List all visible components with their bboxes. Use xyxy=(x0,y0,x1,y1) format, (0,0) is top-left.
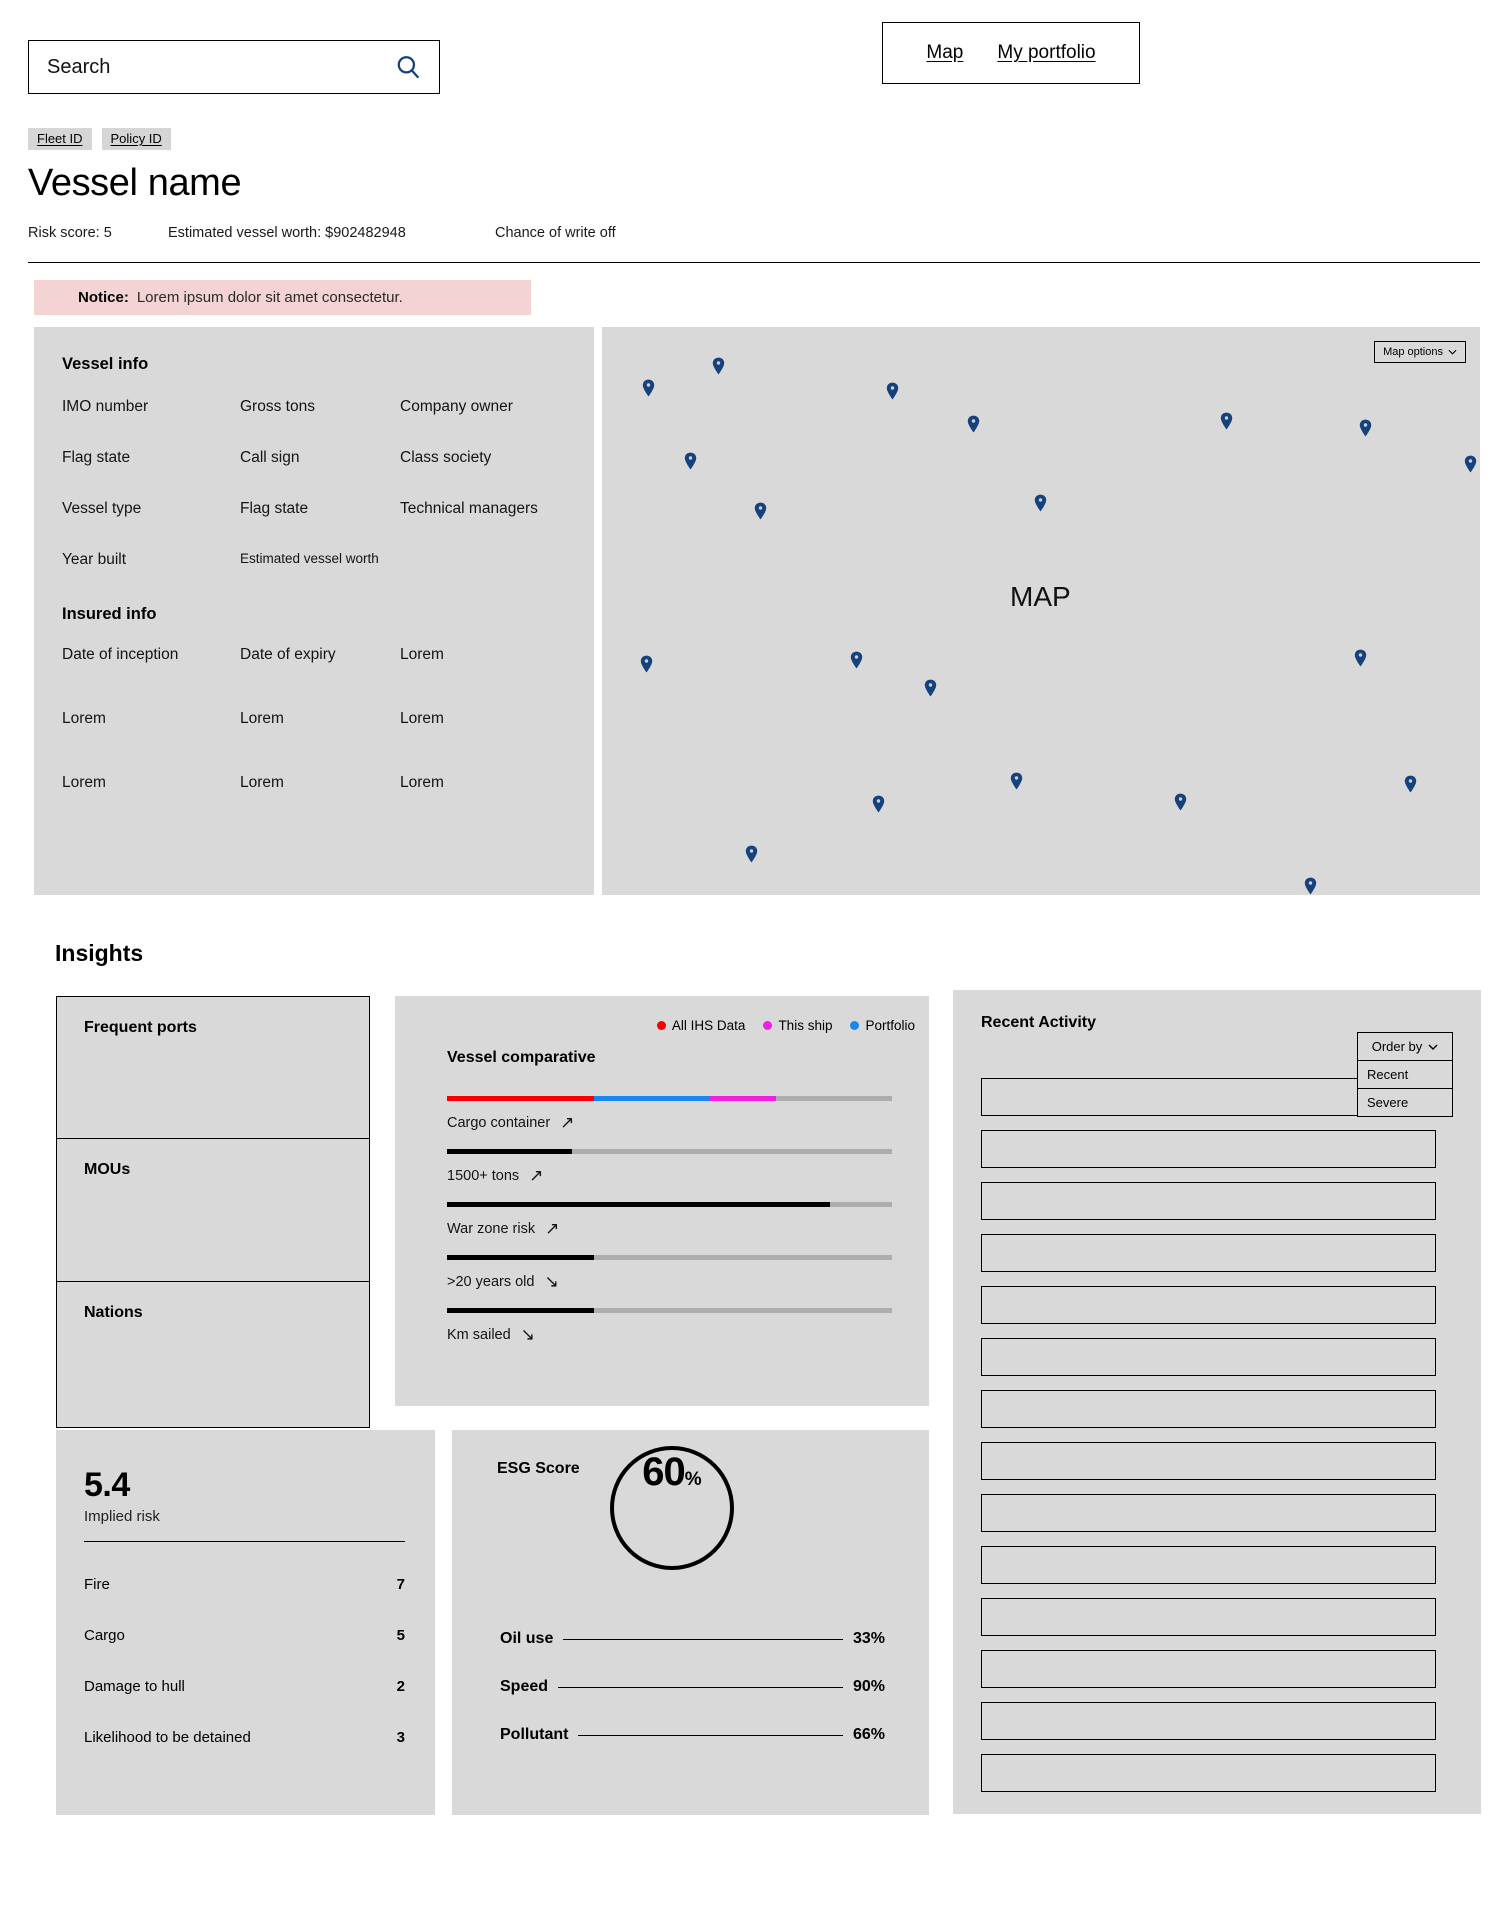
esg-metric-label: Oil use xyxy=(500,1630,554,1647)
field-class-society: Class society xyxy=(400,449,492,466)
legend-label: All IHS Data xyxy=(671,1018,746,1033)
bar-label-text: War zone risk xyxy=(447,1220,536,1237)
bar-track xyxy=(447,1096,892,1101)
risk-item-value: 3 xyxy=(396,1729,405,1746)
map-pin-icon[interactable] xyxy=(712,357,725,375)
chance-write-off-text: Chance of write off xyxy=(495,225,616,241)
esg-metric-oil-use xyxy=(500,1630,885,1648)
search-input[interactable] xyxy=(47,56,395,79)
activity-row[interactable] xyxy=(981,1598,1436,1636)
map-options-button[interactable] xyxy=(1374,341,1466,363)
bar-fill xyxy=(447,1308,594,1313)
map-pin-icon[interactable] xyxy=(745,845,758,863)
legend-label: This ship xyxy=(778,1018,833,1033)
map-pin-icon[interactable] xyxy=(967,415,980,433)
activity-row-list xyxy=(981,1078,1436,1806)
header-divider xyxy=(28,262,1480,263)
trend-down-icon: ↘ xyxy=(544,1272,559,1291)
map-pin-icon[interactable] xyxy=(1359,419,1372,437)
risk-item-label: Fire xyxy=(84,1576,110,1593)
field-estimated-vessel-worth: Estimated vessel worth xyxy=(240,551,379,566)
legend-dot-icon xyxy=(657,1021,666,1030)
top-navigation xyxy=(882,22,1140,84)
map-pin-icon[interactable] xyxy=(850,651,863,669)
legend-item xyxy=(763,1018,832,1033)
map-pin-icon[interactable] xyxy=(1174,793,1187,811)
esg-metric-pollutant xyxy=(500,1726,885,1744)
map-pin-icon[interactable] xyxy=(1464,455,1477,473)
risk-item-value: 5 xyxy=(396,1627,405,1644)
trend-up-icon: ↗ xyxy=(545,1219,560,1238)
order-by-option-severe[interactable]: Severe xyxy=(1357,1089,1453,1117)
field-date-of-expiry: Date of expiry xyxy=(240,646,336,663)
field-lorem-3: Lorem xyxy=(240,710,284,727)
risk-item-label: Damage to hull xyxy=(84,1678,185,1695)
esg-metric-value: 90% xyxy=(852,1678,885,1695)
vessel-info-heading: Vessel info xyxy=(62,355,149,373)
bar-label-text: Km sailed xyxy=(447,1326,511,1343)
map-pin-icon[interactable] xyxy=(642,379,655,397)
activity-row[interactable] xyxy=(981,1442,1436,1480)
risk-score-text: Risk score: 5 xyxy=(28,225,112,241)
field-flag-state: Flag state xyxy=(62,449,131,466)
trend-down-icon: ↘ xyxy=(520,1325,535,1344)
comparative-bar-row xyxy=(447,1149,892,1184)
field-lorem-7: Lorem xyxy=(400,774,444,791)
esg-metric-value: 33% xyxy=(852,1630,885,1647)
risk-item-likelihood-detained xyxy=(84,1729,405,1746)
field-imo-number: IMO number xyxy=(62,398,149,415)
bar-label xyxy=(447,1114,892,1131)
activity-row[interactable] xyxy=(981,1650,1436,1688)
bar-segment xyxy=(710,1096,777,1101)
esg-metric-label: Pollutant xyxy=(500,1726,569,1743)
map-pin-icon[interactable] xyxy=(754,502,767,520)
nav-link-my-portfolio[interactable]: My portfolio xyxy=(997,42,1096,63)
map-options-label: Map options xyxy=(1383,346,1443,358)
field-flag-state-2: Flag state xyxy=(240,500,309,517)
map-pin-icon[interactable] xyxy=(1304,877,1317,895)
field-lorem-5: Lorem xyxy=(62,774,106,791)
bar-fill xyxy=(447,1149,572,1154)
header-meta xyxy=(28,225,616,241)
field-gross-tons: Gross tons xyxy=(240,398,315,415)
ports-panel xyxy=(56,996,370,1428)
id-chips xyxy=(28,128,171,150)
risk-item-value: 7 xyxy=(396,1576,405,1593)
map-pin-icon[interactable] xyxy=(1354,649,1367,667)
field-lorem-2: Lorem xyxy=(62,710,106,727)
vessel-comparative-card xyxy=(395,996,929,1406)
activity-row[interactable] xyxy=(981,1234,1436,1272)
esg-score-value: 60 xyxy=(642,1450,685,1494)
field-lorem-1: Lorem xyxy=(400,646,444,663)
esg-metric-list xyxy=(500,1630,885,1774)
trend-up-icon: ↗ xyxy=(529,1166,544,1185)
recent-activity-card xyxy=(953,990,1481,1814)
esg-score-donut xyxy=(610,1446,734,1570)
trend-up-icon: ↗ xyxy=(560,1113,575,1132)
chart-legend xyxy=(657,1018,915,1033)
implied-risk-divider xyxy=(84,1541,405,1542)
bar-track xyxy=(447,1255,892,1260)
esg-metric-value: 66% xyxy=(852,1726,885,1743)
insured-info-heading: Insured info xyxy=(62,605,157,623)
panel-mous[interactable]: MOUs xyxy=(57,1139,369,1282)
search-icon[interactable] xyxy=(395,54,421,80)
bar-label xyxy=(447,1326,892,1343)
vessel-info-card xyxy=(34,327,594,895)
activity-row[interactable] xyxy=(981,1286,1436,1324)
bar-label xyxy=(447,1273,892,1290)
recent-activity-title: Recent Activity xyxy=(981,1014,1096,1031)
bar-label-text: Cargo container xyxy=(447,1114,551,1131)
page-title: Vessel name xyxy=(28,162,242,204)
comparative-bars xyxy=(447,1096,892,1361)
comparative-bar-row xyxy=(447,1255,892,1290)
field-lorem-4: Lorem xyxy=(400,710,444,727)
esg-metric-speed xyxy=(500,1678,885,1696)
activity-row[interactable] xyxy=(981,1702,1436,1740)
comparative-bar-row xyxy=(447,1096,892,1131)
field-empty xyxy=(400,551,594,569)
bar-track xyxy=(447,1202,892,1207)
search-box[interactable] xyxy=(28,40,440,94)
implied-risk-score: 5.4 xyxy=(84,1466,130,1504)
vessel-comparative-title: Vessel comparative xyxy=(447,1049,596,1066)
map-pin-icon[interactable] xyxy=(1404,775,1417,793)
risk-item-value: 2 xyxy=(396,1678,405,1695)
activity-row[interactable] xyxy=(981,1182,1436,1220)
risk-item-fire xyxy=(84,1576,405,1593)
estimated-worth-text: Estimated vessel worth: $902482948 xyxy=(168,225,406,241)
chip-fleet-id[interactable]: Fleet ID xyxy=(28,128,92,150)
comparative-bar-row xyxy=(447,1202,892,1237)
esg-score-percent: % xyxy=(684,1469,702,1490)
comparative-bar-row xyxy=(447,1308,892,1343)
bar-fill xyxy=(447,1202,830,1207)
panel-frequent-ports[interactable]: Frequent ports xyxy=(57,997,369,1139)
activity-row[interactable] xyxy=(981,1390,1436,1428)
panel-nations[interactable]: Nations xyxy=(57,1282,369,1427)
bar-segment xyxy=(447,1096,594,1101)
map-pin-icon[interactable] xyxy=(924,679,937,697)
notice-banner xyxy=(34,280,531,315)
bar-label-text: 1500+ tons xyxy=(447,1167,520,1184)
map-pin-icon[interactable] xyxy=(1034,494,1047,512)
map-pin-icon[interactable] xyxy=(684,452,697,470)
field-company-owner: Company owner xyxy=(400,398,513,415)
activity-row[interactable] xyxy=(981,1754,1436,1792)
esg-score-card xyxy=(452,1430,929,1815)
field-date-of-inception: Date of inception xyxy=(62,646,179,663)
map-pin-icon[interactable] xyxy=(640,655,653,673)
implied-risk-subtitle: Implied risk xyxy=(84,1508,160,1525)
activity-row[interactable] xyxy=(981,1494,1436,1532)
esg-metric-line xyxy=(558,1687,843,1688)
risk-item-cargo xyxy=(84,1627,405,1644)
order-by-label: Order by xyxy=(1371,1039,1423,1054)
implied-risk-card xyxy=(56,1430,435,1815)
field-lorem-6: Lorem xyxy=(240,774,284,791)
field-technical-managers: Technical managers xyxy=(400,500,538,517)
legend-item xyxy=(850,1018,915,1033)
bar-segment xyxy=(594,1096,710,1101)
bar-label-text: >20 years old xyxy=(447,1273,535,1290)
esg-metric-line xyxy=(563,1639,843,1640)
order-by-option-recent[interactable]: Recent xyxy=(1357,1061,1453,1089)
field-year-built: Year built xyxy=(62,551,127,568)
bar-label xyxy=(447,1167,892,1184)
esg-metric-line xyxy=(578,1735,843,1736)
notice-text: Lorem ipsum dolor sit amet consectetur. xyxy=(136,289,403,306)
map-pin-icon[interactable] xyxy=(1010,772,1023,790)
map-placeholder-label: MAP xyxy=(1010,581,1071,612)
legend-item xyxy=(657,1018,746,1033)
chevron-down-icon xyxy=(1428,1044,1438,1050)
risk-item-label: Likelihood to be detained xyxy=(84,1729,251,1746)
activity-row[interactable] xyxy=(981,1130,1436,1168)
vessel-info-grid xyxy=(62,398,594,569)
esg-score-title: ESG Score xyxy=(497,1460,580,1477)
map-pin-icon[interactable] xyxy=(872,795,885,813)
map-pin-icon[interactable] xyxy=(1220,412,1233,430)
bar-label xyxy=(447,1220,892,1237)
insights-heading: Insights xyxy=(55,940,144,966)
risk-item-label: Cargo xyxy=(84,1627,125,1644)
field-call-sign: Call sign xyxy=(240,449,300,466)
activity-row[interactable] xyxy=(981,1338,1436,1376)
bar-track xyxy=(447,1308,892,1313)
chevron-down-icon xyxy=(1448,349,1457,355)
order-by-dropdown[interactable] xyxy=(1357,1032,1453,1117)
legend-dot-icon xyxy=(850,1021,859,1030)
notice-label: Notice: xyxy=(78,289,129,306)
risk-item-damage-to-hull xyxy=(84,1678,405,1695)
order-by-button[interactable] xyxy=(1357,1032,1453,1061)
nav-link-map[interactable]: Map xyxy=(926,42,964,63)
bar-track xyxy=(447,1149,892,1154)
esg-metric-label: Speed xyxy=(500,1678,549,1695)
map-pin-icon[interactable] xyxy=(886,382,899,400)
bar-fill xyxy=(447,1255,594,1260)
legend-label: Portfolio xyxy=(865,1018,915,1033)
legend-dot-icon xyxy=(763,1021,772,1030)
insured-info-grid xyxy=(62,646,594,792)
activity-row[interactable] xyxy=(981,1546,1436,1584)
field-vessel-type: Vessel type xyxy=(62,500,142,517)
chip-policy-id[interactable]: Policy ID xyxy=(102,128,171,150)
